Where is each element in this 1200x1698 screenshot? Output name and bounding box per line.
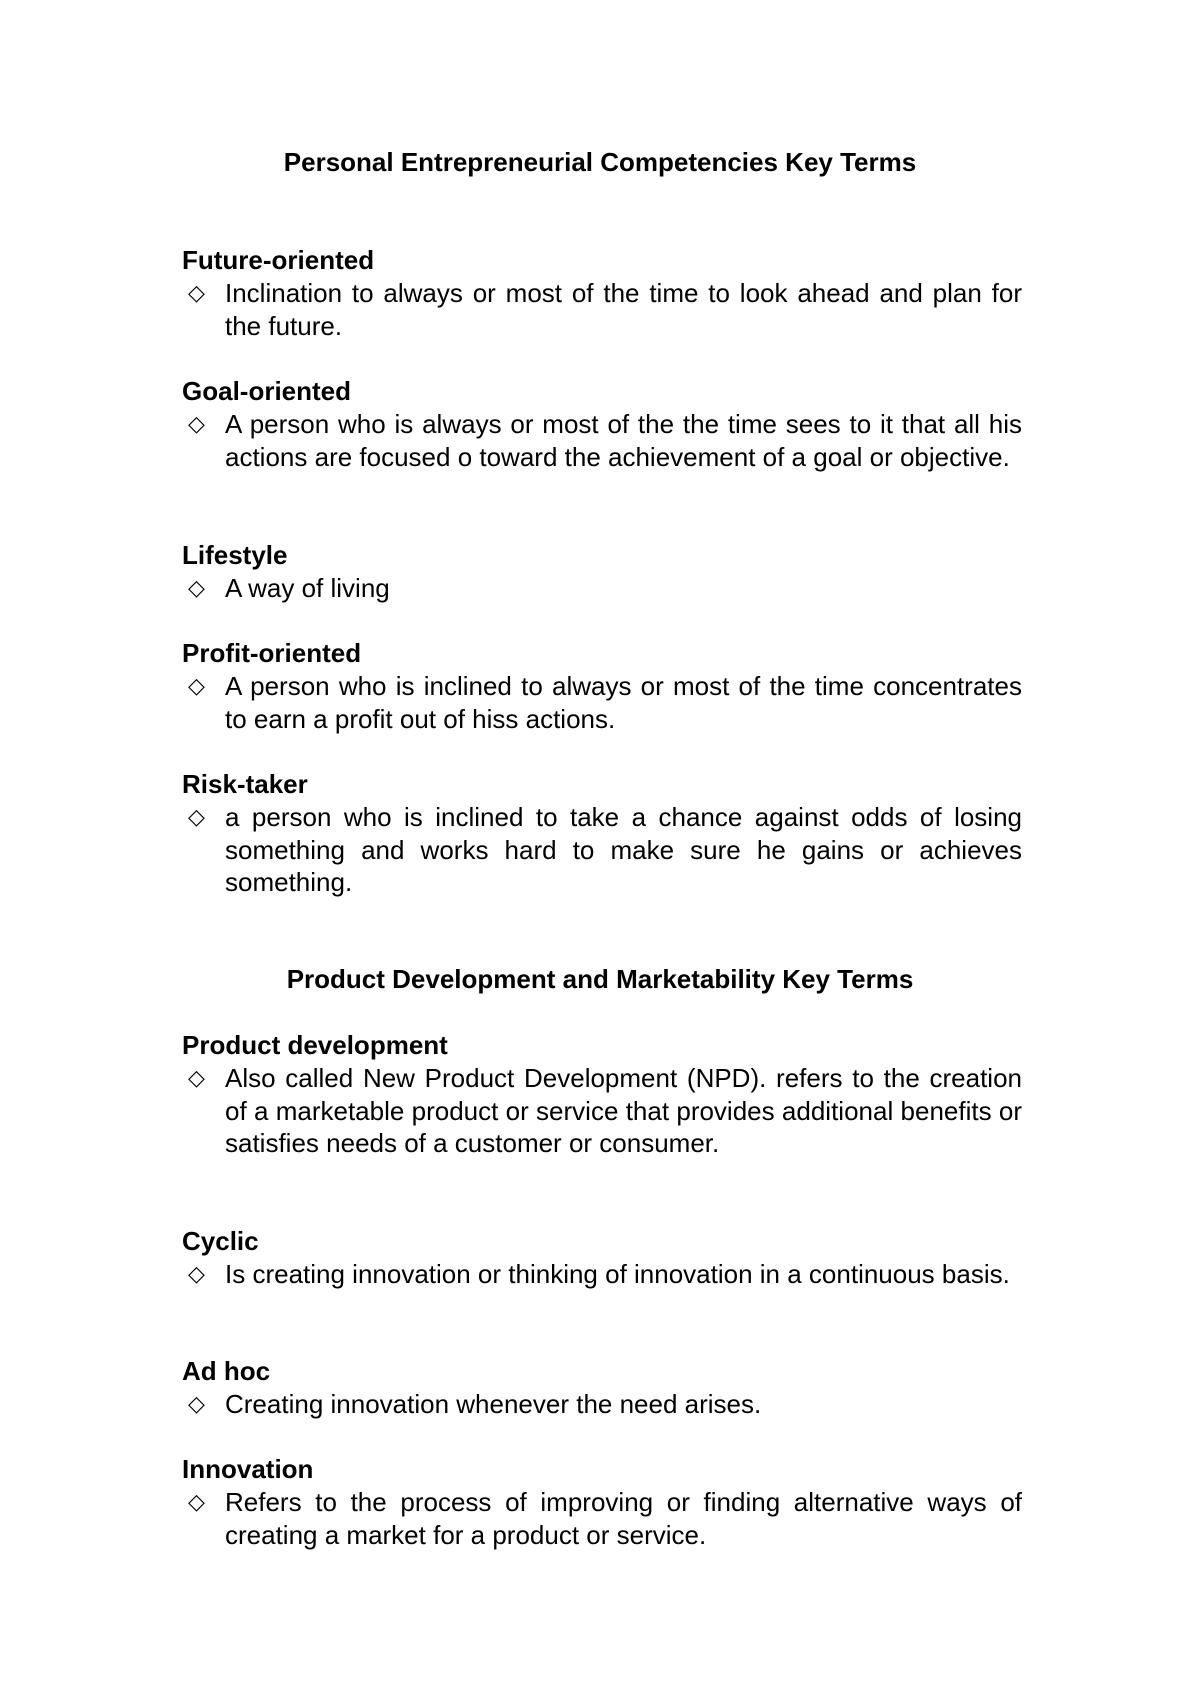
definition-text: A person who is always or most of the the time sees to it that all his actions are focused o toward the achievement of a goal or objective. [225,409,1022,472]
diamond-outline-icon: ◇ [188,804,205,829]
definition-text: A person who is inclined to always or most of the time concentrates to earn a profit out of hiss actions. [225,671,1022,734]
term-goal-oriented [182,375,1022,473]
term-product-development [182,1029,1022,1160]
term-lifestyle [182,539,1022,605]
definition-text: Refers to the process of improving or finding alternative ways of creating a market for a product or service. [225,1487,1022,1550]
term-risk-taker [182,768,1022,899]
term-heading: Future-oriented [182,245,375,275]
term-definition [182,801,1022,899]
term-innovation [182,1453,1022,1551]
diamond-outline-icon: ◇ [188,280,205,305]
term-definition [182,572,1022,605]
definition-text: a person who is inclined to take a chance against odds of losing something and works hard to make sure he gains or achieves something. [225,802,1022,898]
diamond-outline-icon: ◇ [188,1489,205,1514]
definition-text: Also called New Product Development (NPD). refers to the creation of a marketable product or service that provides additional benefits or satisfies needs of a customer or consumer. [225,1063,1022,1159]
term-heading: Goal-oriented [182,376,352,406]
term-heading: Product development [182,1030,448,1060]
term-ad-hoc [182,1355,1022,1421]
definition-text: Creating innovation whenever the need arises. [225,1389,762,1419]
term-profit-oriented [182,637,1022,735]
term-future-oriented [182,244,1022,342]
term-definition [182,408,1022,473]
term-heading: Cyclic [182,1226,259,1256]
term-heading: Lifestyle [182,540,288,570]
term-definition [182,1388,1022,1421]
diamond-outline-icon: ◇ [188,1391,205,1416]
term-heading: Profit-oriented [182,638,362,668]
term-heading: Innovation [182,1454,314,1484]
diamond-outline-icon: ◇ [188,411,205,436]
diamond-outline-icon: ◇ [188,575,205,600]
section-title-pec: Personal Entrepreneurial Competencies Key Terms [283,147,917,177]
section-title-product-development: Product Development and Marketability Key Terms [286,964,914,994]
diamond-outline-icon: ◇ [188,1261,205,1286]
term-cyclic [182,1225,1022,1291]
diamond-outline-icon: ◇ [188,1065,205,1090]
term-definition [182,1062,1022,1160]
term-definition [182,670,1022,735]
term-definition [182,1486,1022,1551]
definition-text: Inclination to always or most of the time to look ahead and plan for the future. [225,278,1022,341]
definition-text: Is creating innovation or thinking of innovation in a continuous basis. [225,1259,1010,1289]
term-definition [182,277,1022,342]
term-heading: Risk-taker [182,769,308,799]
diamond-outline-icon: ◇ [188,673,205,698]
term-definition [182,1258,1022,1291]
definition-text: A way of living [225,573,390,603]
term-heading: Ad hoc [182,1356,271,1386]
